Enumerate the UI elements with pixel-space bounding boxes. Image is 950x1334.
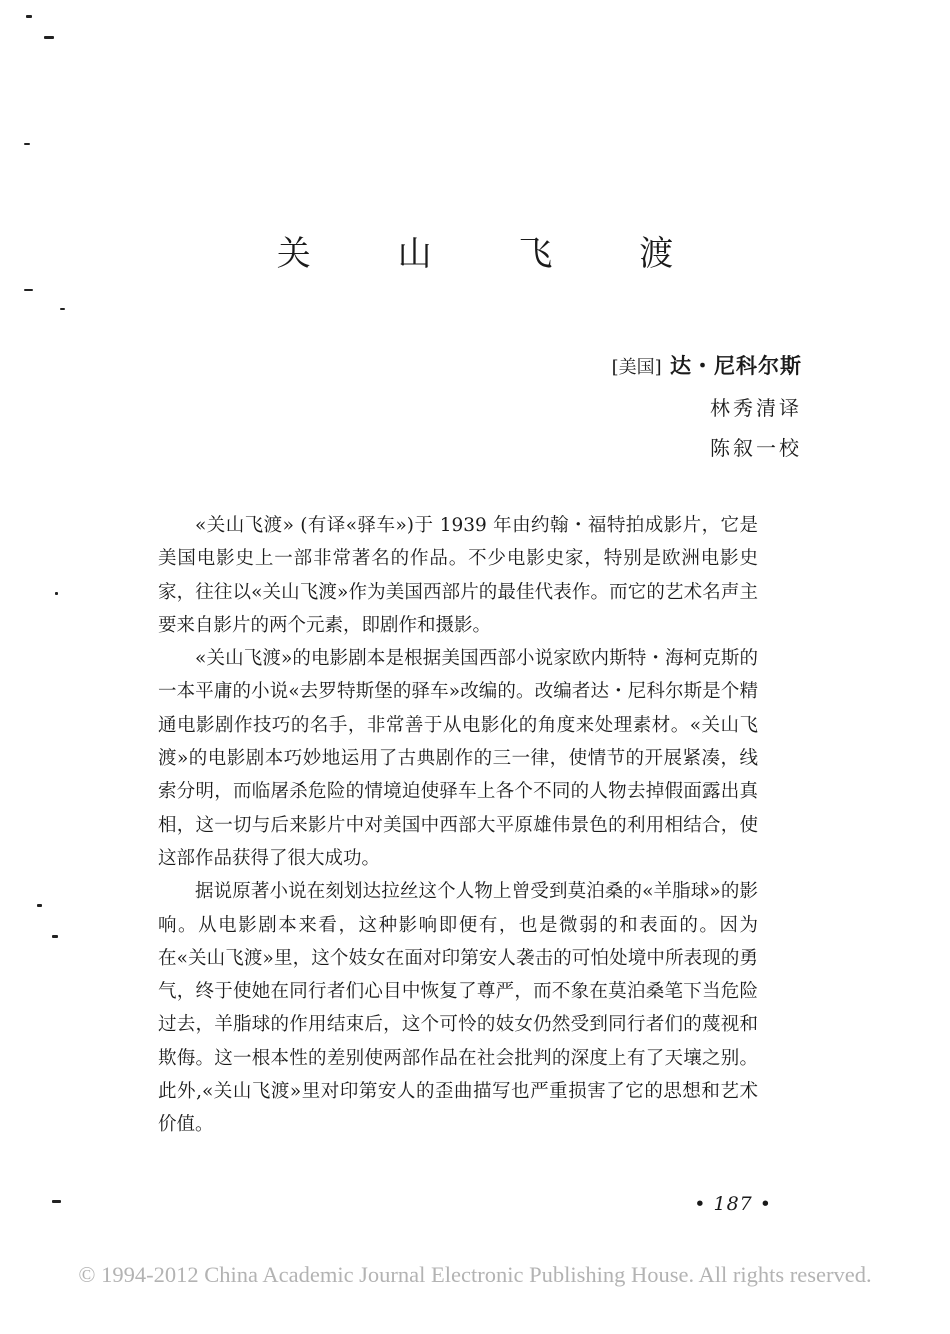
scan-speck [24, 289, 33, 291]
scan-speck [55, 592, 58, 595]
article-title: 关 山 飞 渡 [276, 234, 712, 274]
paragraph: «关山飞渡» (有译«驿车»)于 1939 年由约翰・福特拍成影片，它是美国电影史上一部非常著名的作品。不少电影史家，特别是欧洲电影史家，往往以«关山飞渡»作为美国西部片的最佳代表作。而它的艺术名声主要来自影片的两个元素，即剧作和摄影。 [158, 515, 758, 636]
page-number: • 187 • [694, 1193, 772, 1215]
scan-speck [52, 1200, 61, 1203]
scan-speck [24, 143, 30, 145]
author-line [612, 346, 802, 388]
paragraph: «关山飞渡»的电影剧本是根据美国西部小说家欧内斯特・海柯克斯的一本平庸的小说«去罗特斯堡的驿车»改编的。改编者达・尼科尔斯是个精通电影剧作技巧的名手，非常善于从电影化的角度来处理素材。«关山飞渡»的电影剧本巧妙地运用了古典剧作的三一律，使情节的开展紧凑，线索分明，而临屠杀危险的情境迫使驿车上各个不同的人物去掉假面露出真相，这一切与后来影片中对美国中西部大平原雄伟景色的利用相结合，使这部作品获得了很大成功。 [158, 648, 758, 869]
scan-speck [44, 36, 54, 39]
author-country: [美国] [611, 357, 662, 378]
author-name: 达・尼科尔斯 [670, 354, 802, 378]
article-body [158, 509, 758, 1142]
proofreader-credit: 陈叙一校 [710, 436, 802, 460]
scan-speck [52, 935, 58, 938]
scan-speck [37, 904, 42, 907]
scan-speck [26, 15, 32, 18]
copyright-watermark: © 1994-2012 China Academic Journal Electronic Publishing House. All rights reserved. [78, 1262, 872, 1287]
scan-speck [60, 308, 65, 310]
translator-credit: 林秀清译 [710, 396, 802, 420]
credits [612, 346, 802, 468]
paragraph: 据说原著小说在刻划达拉丝这个人物上曾受到莫泊桑的«羊脂球»的影响。从电影剧本来看，这种影响即便有，也是微弱的和表面的。因为在«关山飞渡»里，这个妓女在面对印第安人袭击的可怕处境中所表现的勇气，终于使她在同行者们心目中恢复了尊严，而不象在莫泊桑笔下当危险过去，羊脂球的作用结束后，这个可怜的妓女仍然受到同行者们的蔑视和欺侮。这一根本性的差别使两部作品在社会批判的深度上有了天壤之别。此外,«关山飞渡»里对印第安人的歪曲描写也严重损害了它的思想和艺术价值。 [158, 881, 758, 1136]
